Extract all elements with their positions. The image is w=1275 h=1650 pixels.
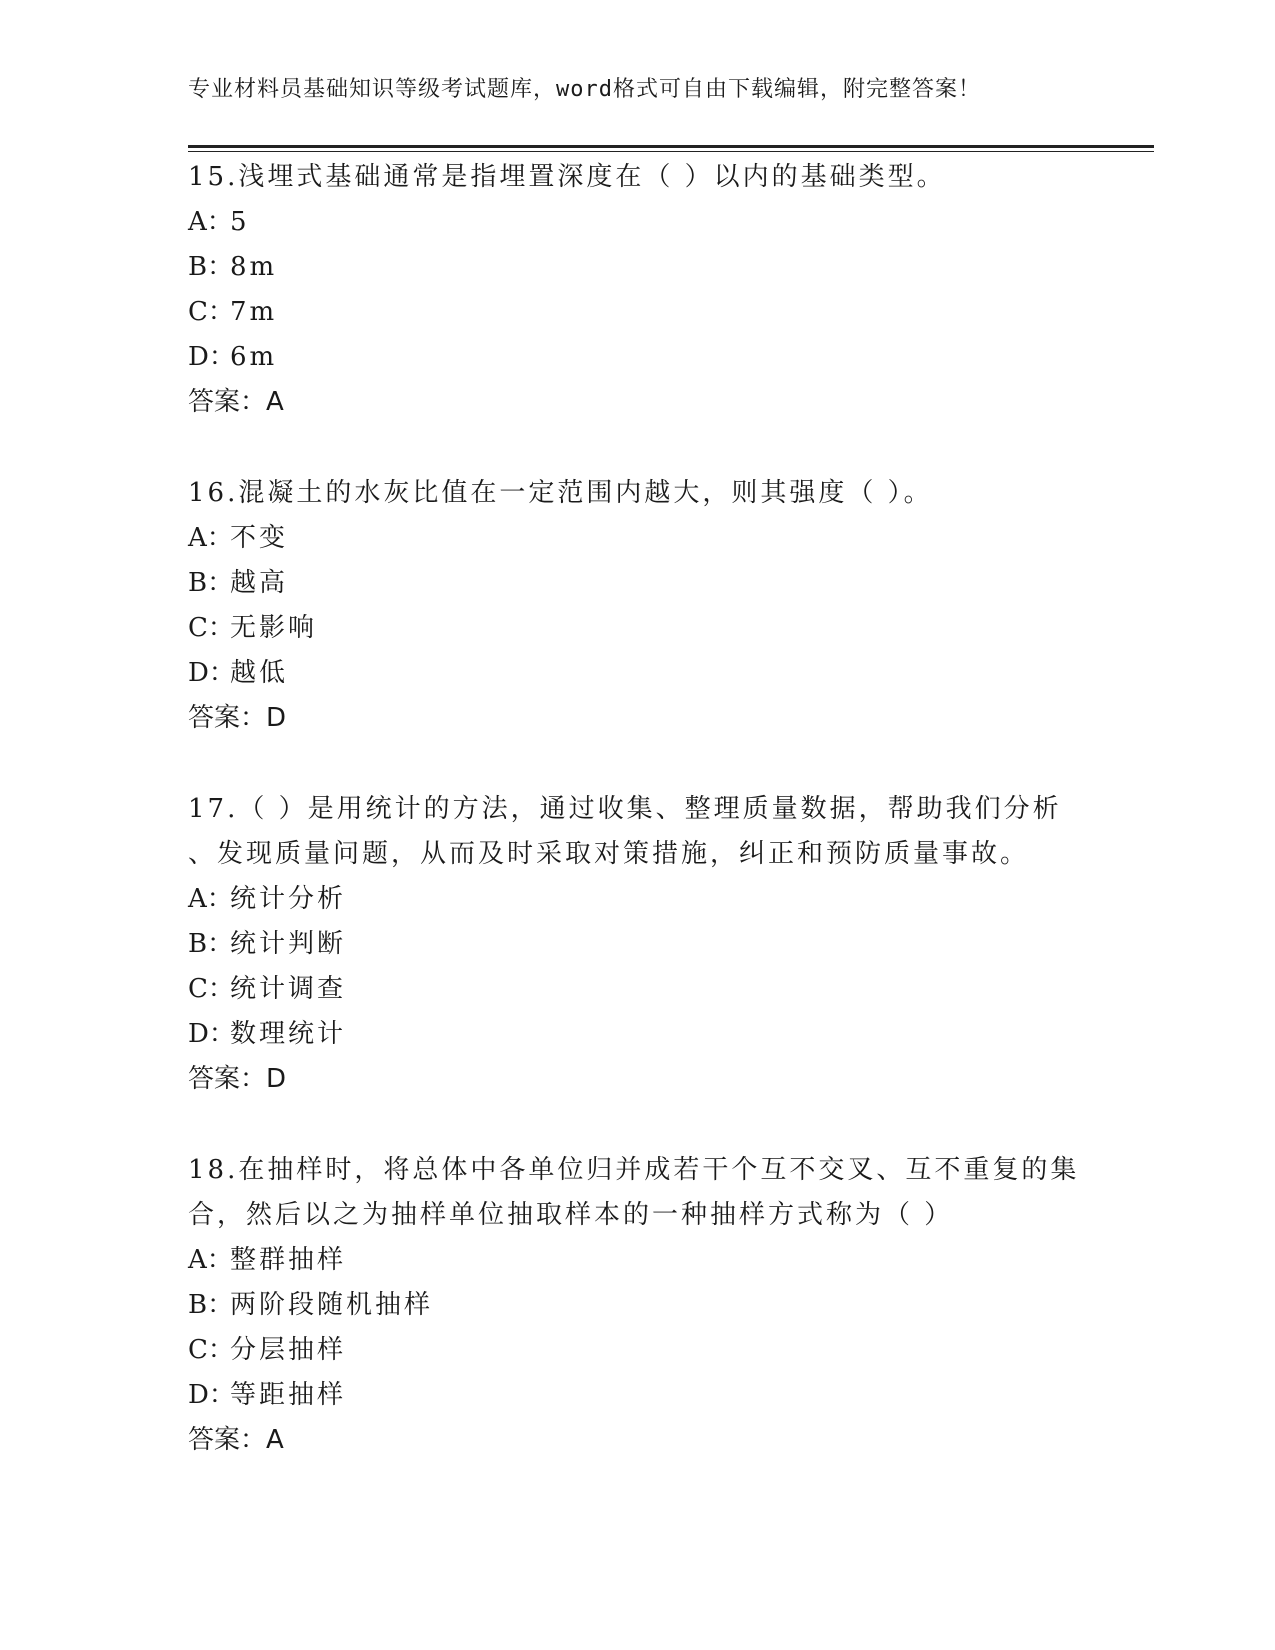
answer-line: 答案：A — [188, 1425, 284, 1455]
option-d — [188, 1373, 1108, 1418]
option-letter: D： — [188, 1380, 235, 1410]
header-rule-thin — [188, 151, 1154, 152]
option-text: 两阶段随机抽样 — [230, 1290, 434, 1320]
answer-line: 答案：D — [188, 703, 287, 733]
option-letter: A： — [188, 523, 233, 553]
question-text-line-2: 、发现质量问题，从而及时采取对策措施，纠正和预防质量事故。 — [188, 839, 1030, 869]
option-letter: C： — [188, 297, 234, 327]
question-text-line-1: 17.（ ）是用统计的方法，通过收集、整理质量数据，帮助我们分析 — [188, 794, 1062, 824]
question-text-line-2: 合，然后以之为抽样单位抽取样本的一种抽样方式称为（ ） — [188, 1200, 954, 1230]
option-text: 7m — [230, 297, 278, 327]
question-18 — [188, 1148, 1108, 1463]
option-a — [188, 516, 1108, 561]
option-letter: B： — [188, 929, 234, 959]
option-letter: C： — [188, 1335, 234, 1365]
option-b — [188, 561, 1108, 606]
option-d — [188, 1012, 1108, 1057]
option-text: 统计判断 — [230, 929, 347, 959]
option-text: 等距抽样 — [230, 1380, 347, 1410]
option-c — [188, 606, 1108, 651]
option-b — [188, 245, 1108, 290]
question-text: 16.混凝土的水灰比值在一定范围内越大，则其强度（ ）。 — [188, 478, 933, 508]
question-list — [188, 155, 1108, 1509]
option-a — [188, 1238, 1108, 1283]
option-letter: C： — [188, 974, 234, 1004]
option-text: 数理统计 — [230, 1019, 347, 1049]
question-16 — [188, 471, 1108, 741]
option-text: 越低 — [230, 658, 289, 688]
header-rule-thick — [188, 145, 1154, 148]
option-letter: A： — [188, 884, 233, 914]
option-b — [188, 1283, 1108, 1328]
option-letter: D： — [188, 658, 235, 688]
page-header: 专业材料员基础知识等级考试题库，word格式可自由下载编辑，附完整答案！ — [188, 77, 981, 102]
option-text: 整群抽样 — [230, 1245, 347, 1275]
question-text-line-1: 18.在抽样时，将总体中各单位归并成若干个互不交叉、互不重复的集 — [188, 1155, 1080, 1185]
option-d — [188, 335, 1108, 380]
option-letter: A： — [188, 1245, 233, 1275]
answer-line: 答案：D — [188, 1064, 287, 1094]
option-text: 越高 — [230, 568, 289, 598]
option-text: 无影响 — [230, 613, 318, 643]
question-text: 15.浅埋式基础通常是指埋置深度在（ ）以内的基础类型。 — [188, 162, 946, 192]
option-letter: B： — [188, 568, 234, 598]
option-c — [188, 1328, 1108, 1373]
option-letter: A： — [188, 207, 233, 237]
option-letter: C： — [188, 613, 234, 643]
option-c — [188, 290, 1108, 335]
option-letter: B： — [188, 1290, 234, 1320]
option-a — [188, 877, 1108, 922]
option-text: 分层抽样 — [230, 1335, 347, 1365]
question-17 — [188, 787, 1108, 1102]
option-text: 统计分析 — [230, 884, 347, 914]
option-a — [188, 200, 1108, 245]
option-text: 5 — [230, 207, 250, 237]
option-text: 不变 — [230, 523, 289, 553]
option-letter: D： — [188, 342, 235, 372]
option-letter: B： — [188, 252, 234, 282]
option-c — [188, 967, 1108, 1012]
option-letter: D： — [188, 1019, 235, 1049]
question-15 — [188, 155, 1108, 425]
option-text: 统计调查 — [230, 974, 347, 1004]
answer-line: 答案：A — [188, 387, 284, 417]
option-d — [188, 651, 1108, 696]
option-b — [188, 922, 1108, 967]
option-text: 8m — [230, 252, 278, 282]
option-text: 6m — [230, 342, 278, 372]
